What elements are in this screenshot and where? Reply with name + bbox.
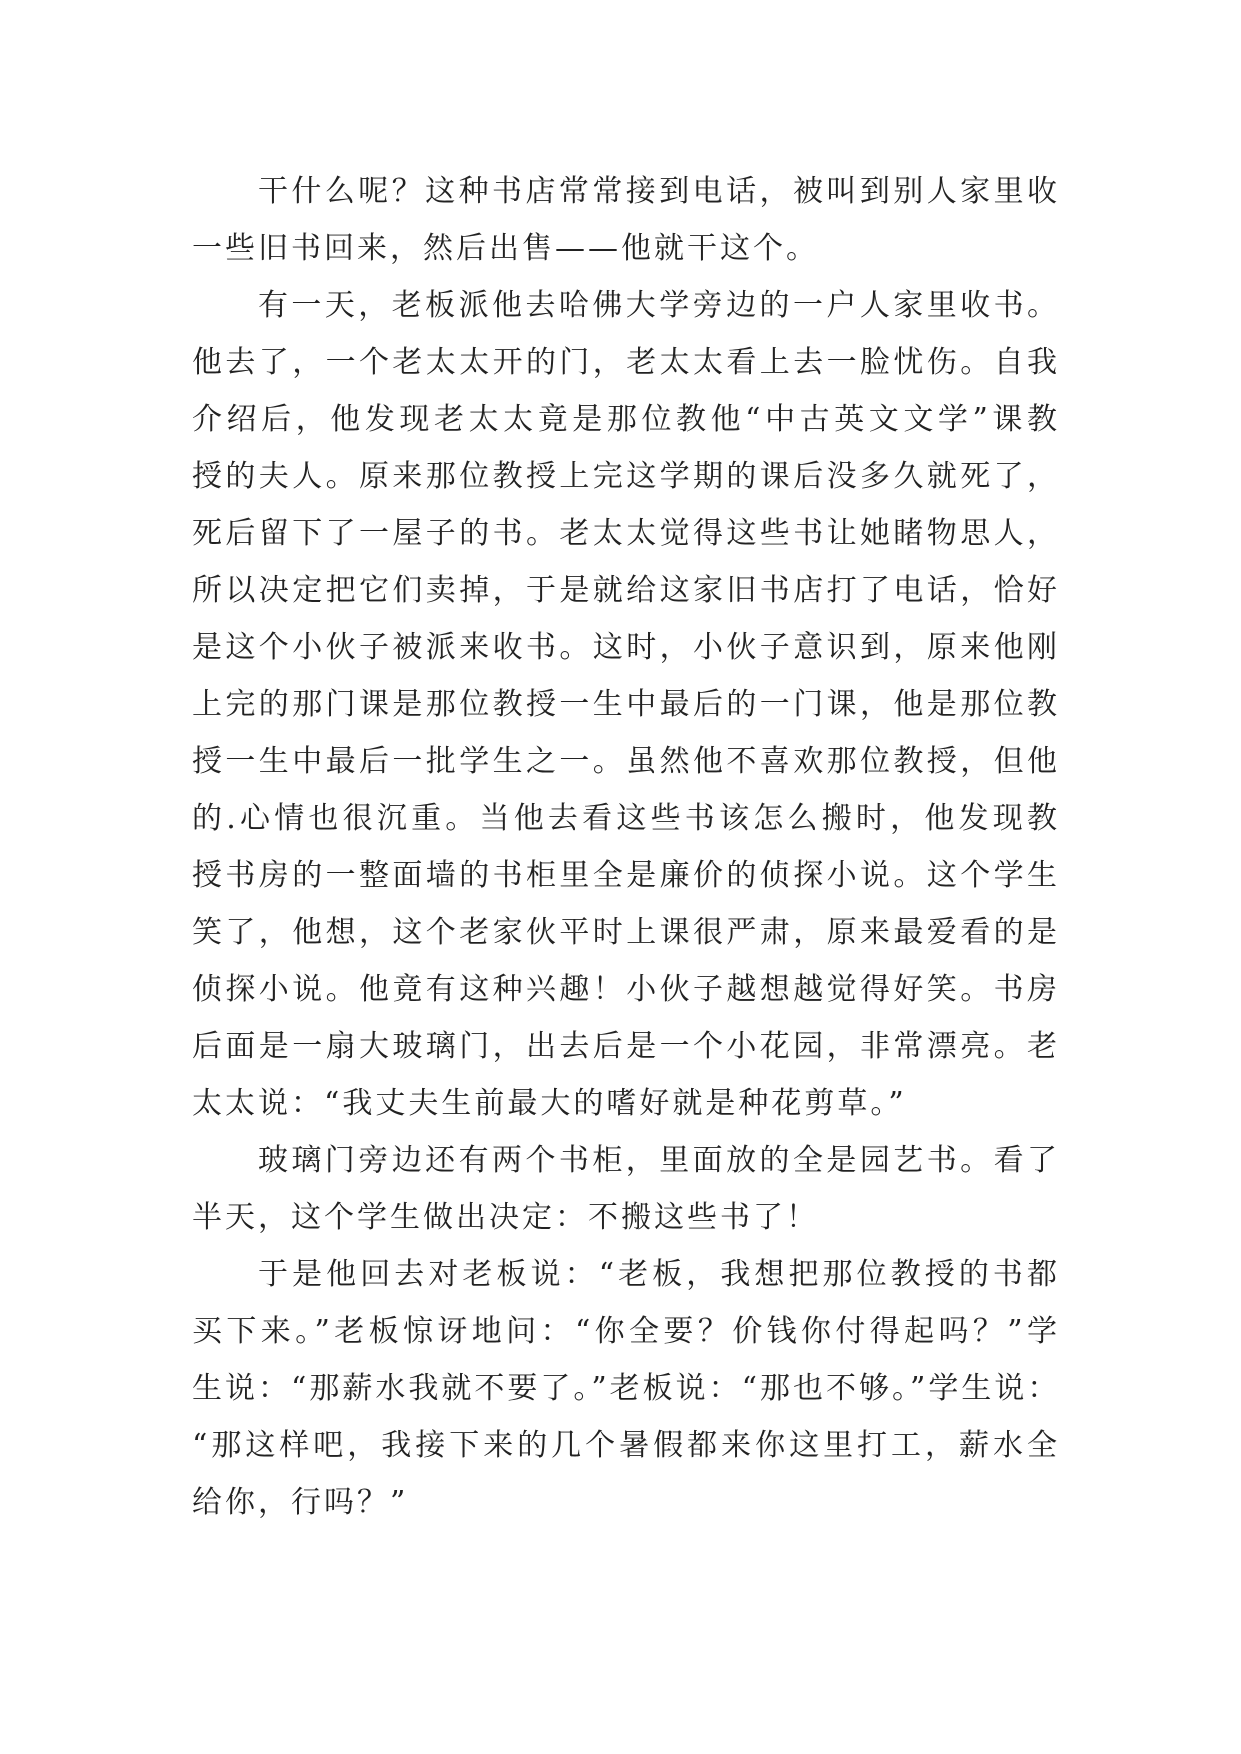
text-line: 干什么呢？这种书店常常接到电话，被叫到别人家里收 bbox=[258, 174, 1060, 209]
text-line: 玻璃门旁边还有两个书柜，里面放的全是园艺书。看了 bbox=[258, 1143, 1060, 1178]
text-line: 给你，行吗？” bbox=[192, 1485, 409, 1520]
text-line: 介绍后，他发现老太太竟是那位教他“中古英文文学”课教 bbox=[192, 402, 1060, 437]
paragraph-1 bbox=[192, 163, 1060, 277]
text-line: 侦探小说。他竟有这种兴趣！小伙子越想越觉得好笑。书房 bbox=[192, 972, 1060, 1007]
text-line: 所以决定把它们卖掉，于是就给这家旧书店打了电话，恰好 bbox=[192, 573, 1060, 608]
text-line: “那这样吧，我接下来的几个暑假都来你这里打工，薪水全 bbox=[192, 1428, 1060, 1463]
text-line: 他去了，一个老太太开的门，老太太看上去一脸忧伤。自我 bbox=[192, 345, 1060, 380]
text-line: 授一生中最后一批学生之一。虽然他不喜欢那位教授，但他 bbox=[192, 744, 1060, 779]
text-line: 死后留下了一屋子的书。老太太觉得这些书让她睹物思人， bbox=[192, 516, 1060, 551]
text-line: 的.心情也很沉重。当他去看这些书该怎么搬时，他发现教 bbox=[192, 801, 1060, 836]
text-line: 半天，这个学生做出决定：不搬这些书了！ bbox=[192, 1200, 819, 1235]
text-line: 后面是一扇大玻璃门，出去后是一个小花园，非常漂亮。老 bbox=[192, 1029, 1060, 1064]
text-line: 有一天，老板派他去哈佛大学旁边的一户人家里收书。 bbox=[258, 288, 1060, 323]
text-line: 上完的那门课是那位教授一生中最后的一门课，他是那位教 bbox=[192, 687, 1060, 722]
paragraph-3 bbox=[192, 1132, 1060, 1246]
paragraph-2 bbox=[192, 277, 1060, 1132]
document-body bbox=[192, 163, 1060, 1531]
paragraph-4 bbox=[192, 1246, 1060, 1531]
text-line: 授书房的一整面墙的书柜里全是廉价的侦探小说。这个学生 bbox=[192, 858, 1060, 893]
text-line: 一些旧书回来，然后出售——他就干这个。 bbox=[192, 231, 819, 266]
text-line: 笑了，他想，这个老家伙平时上课很严肃，原来最爱看的是 bbox=[192, 915, 1060, 950]
text-line: 是这个小伙子被派来收书。这时，小伙子意识到，原来他刚 bbox=[192, 630, 1060, 665]
text-line: 于是他回去对老板说：“老板，我想把那位教授的书都 bbox=[258, 1257, 1060, 1292]
text-line: 生说：“那薪水我就不要了。”老板说：“那也不够。”学生说： bbox=[192, 1371, 1061, 1406]
text-line: 授的夫人。原来那位教授上完这学期的课后没多久就死了， bbox=[192, 459, 1060, 494]
text-line: 太太说：“我丈夫生前最大的嗜好就是种花剪草。” bbox=[192, 1086, 907, 1121]
text-line: 买下来。”老板惊讶地问：“你全要？价钱你付得起吗？”学 bbox=[192, 1314, 1060, 1349]
